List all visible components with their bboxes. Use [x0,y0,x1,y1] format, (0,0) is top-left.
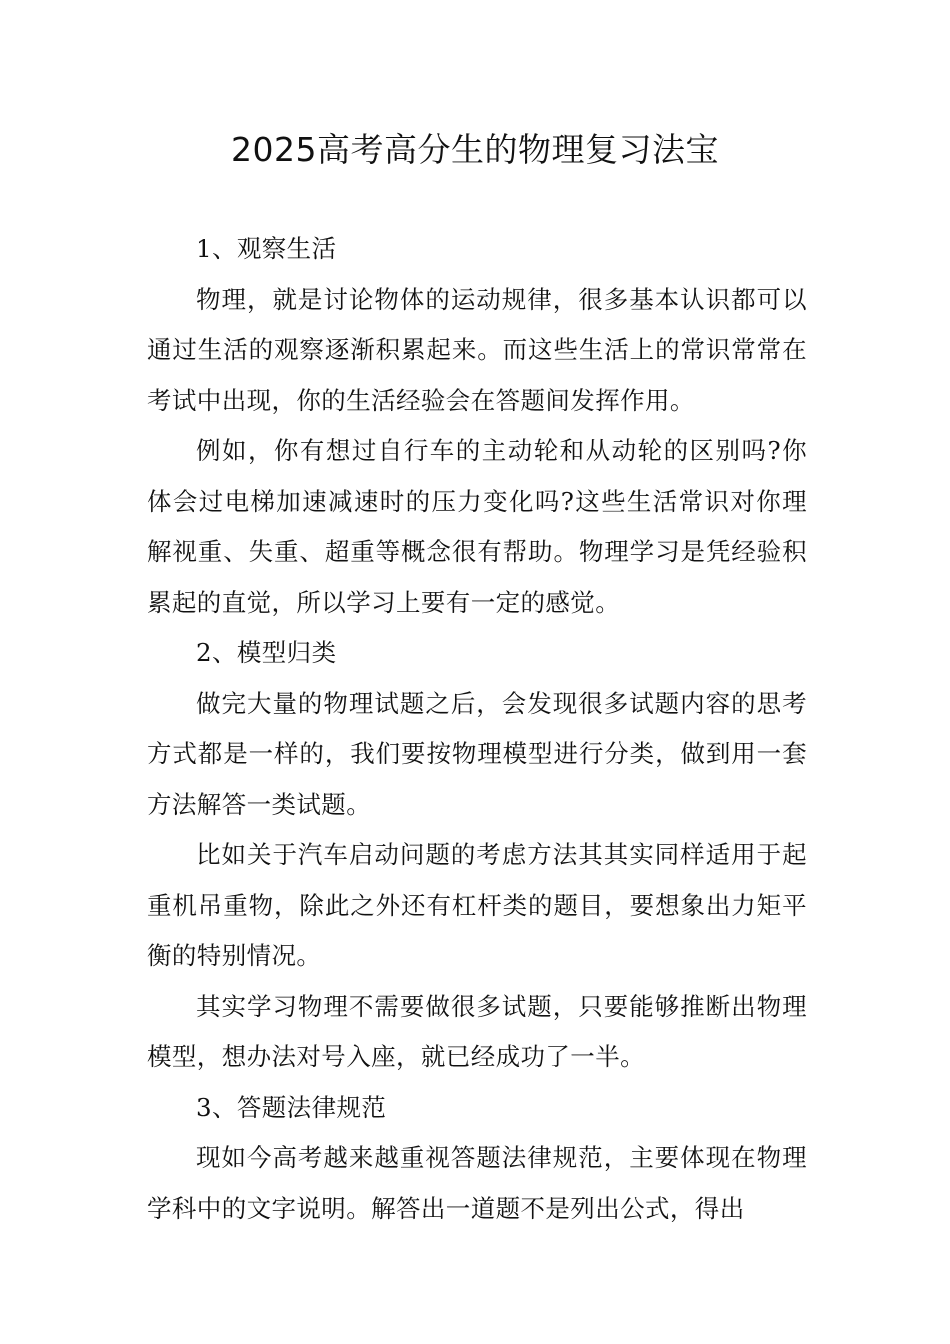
paragraph: 现如今高考越来越重视答题法律规范，主要体现在物理学科中的文字说明。解答出一道题不是列出公式，得出 [147,1143,807,1223]
section-heading-observe: 1、观察生活 [196,234,337,263]
document-body [147,224,807,1234]
section-heading-model: 2、模型归类 [196,638,337,667]
document-title: 2025高考高分生的物理复习法宝 [231,130,719,169]
paragraph: 比如关于汽车启动问题的考虑方法其其实同样适用于起重机吊重物，除此之外还有杠杆类的题目，要想象出力矩平衡的特别情况。 [147,840,807,970]
paragraph: 做完大量的物理试题之后，会发现很多试题内容的思考方式都是一样的，我们要按物理模型进行分类，做到用一套方法解答一类试题。 [147,688,807,819]
paragraph: 物理，就是讨论物体的运动规律，很多基本认识都可以通过生活的观察逐渐积累起来。而这些生活上的常识常常在考试中出现，你的生活经验会在答题间发挥作用。 [147,284,807,415]
section-heading-answer-norms: 3、答题法律规范 [196,1092,387,1122]
paragraph: 例如，你有想过自行车的主动轮和从动轮的区别吗?你体会过电梯加速减速时的压力变化吗?这些生活常识对你理解视重、失重、超重等概念很有帮助。物理学习是凭经验积累起的直觉，所以学习上要有一定的感觉。 [147,436,807,617]
paragraph: 其实学习物理不需要做很多试题，只要能够推断出物理模型，想办法对号入座，就已经成功了一半。 [147,991,807,1071]
